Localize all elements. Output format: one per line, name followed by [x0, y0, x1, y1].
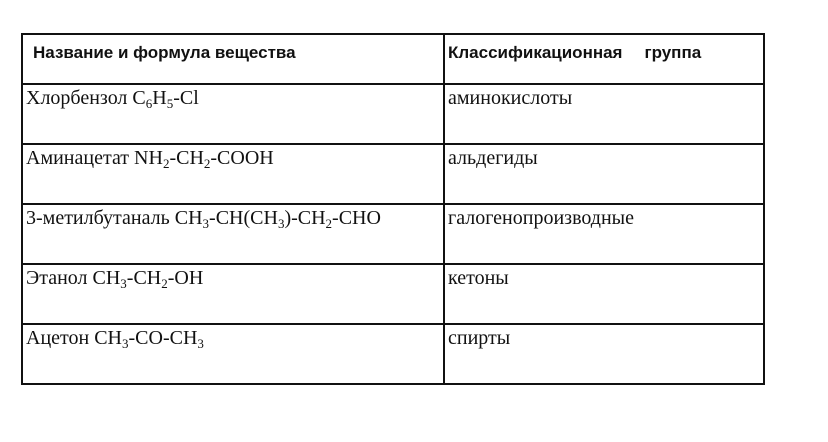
formula-part: -CH: [126, 267, 162, 289]
formula-part: -CO-CH: [128, 327, 198, 349]
formula-part: CH: [94, 327, 122, 349]
substance-name: Ацетон: [26, 327, 90, 349]
formula-part: -OH: [167, 267, 204, 289]
formula-subscript: 2: [325, 216, 333, 231]
formula-subscript: 3: [277, 216, 285, 231]
substance-cell: [22, 264, 444, 324]
formula-part: CH: [92, 267, 121, 289]
formula-part: -COOH: [210, 147, 274, 169]
table-row: [22, 84, 764, 144]
substance-formula: [92, 267, 203, 289]
table-header-row: [22, 34, 764, 84]
substance-formula: [132, 87, 198, 109]
formula-subscript: 3: [202, 216, 210, 231]
header-group-word: группа: [644, 43, 702, 62]
formula-part: CH: [174, 207, 203, 229]
formula-subscript: 5: [166, 96, 174, 111]
substance-cell: [22, 144, 444, 204]
formula-part: NH: [134, 147, 163, 169]
formula-part: -CH: [169, 147, 204, 169]
formula-part: H: [152, 87, 167, 109]
classification-group-cell: аминокислоты: [444, 84, 764, 144]
table-row: [22, 264, 764, 324]
formula-subscript: 6: [145, 96, 153, 111]
table-row: [22, 204, 764, 264]
classification-table: [21, 33, 765, 385]
substance-name: Этанол: [26, 267, 88, 289]
substance-name: Аминацетат: [26, 147, 130, 169]
header-classification-group: [444, 34, 764, 84]
formula-subscript: 2: [162, 156, 170, 171]
formula-subscript: 2: [161, 276, 168, 291]
substance-cell: [22, 204, 444, 264]
substance-formula: [94, 327, 204, 349]
substance-cell: [22, 84, 444, 144]
header-classification-word: Классификационная: [448, 43, 623, 62]
substance-name: 3-метилбутаналь: [26, 207, 170, 229]
formula-part: C: [132, 87, 146, 109]
header-substance-name-formula: Название и формула вещества: [22, 34, 444, 84]
table-row: [22, 324, 764, 384]
formula-part: -CHO: [332, 207, 381, 229]
classification-group-cell: альдегиды: [444, 144, 764, 204]
formula-subscript: 2: [203, 156, 211, 171]
formula-subscript: 3: [122, 336, 129, 351]
table-body: [22, 84, 764, 384]
formula-subscript: 3: [197, 336, 204, 351]
substance-formula: [134, 147, 274, 169]
substance-formula: [175, 207, 381, 229]
formula-part: -Cl: [173, 87, 199, 109]
substance-cell: [22, 324, 444, 384]
formula-subscript: 3: [120, 276, 127, 291]
table-row: [22, 144, 764, 204]
classification-group-cell: кетоны: [444, 264, 764, 324]
classification-group-cell: спирты: [444, 324, 764, 384]
substance-name: Хлорбензол: [26, 87, 128, 109]
classification-group-cell: галогенопроизводные: [444, 204, 764, 264]
formula-part: -CH(CH: [209, 207, 278, 229]
formula-part: )-CH: [284, 207, 326, 229]
